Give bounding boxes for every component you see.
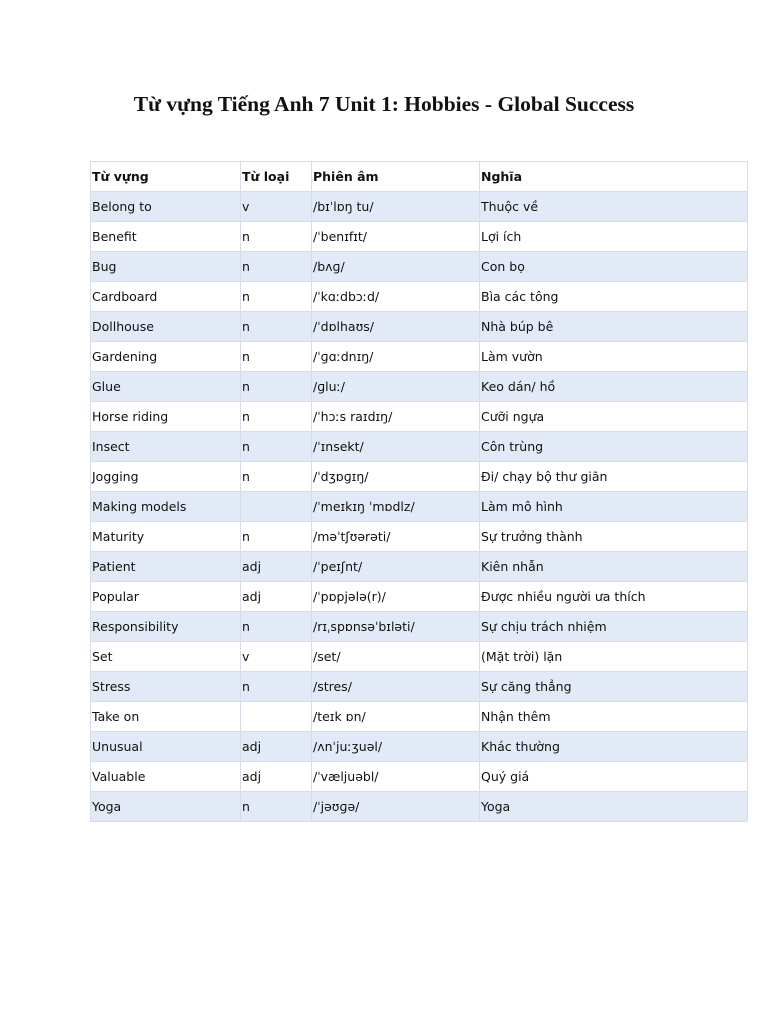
cell-pronunciation: /ˈmeɪkɪŋ ˈmɒdlz/ [312,492,480,522]
cell-word: Responsibility [91,612,241,642]
cell-meaning: Keo dán/ hồ [480,372,748,402]
cell-part-of-speech: n [241,342,312,372]
cell-pronunciation: /ˈpɒpjələ(r)/ [312,582,480,612]
cell-part-of-speech [241,702,312,732]
cell-meaning: Làm mô hình [480,492,748,522]
table-body [91,192,748,822]
cell-part-of-speech: n [241,402,312,432]
cell-part-of-speech [241,492,312,522]
table-row [91,732,748,762]
table-row [91,792,748,822]
cell-word: Jogging [91,462,241,492]
cell-meaning: Sự chịu trách nhiệm [480,612,748,642]
table-row [91,582,748,612]
cell-pronunciation: /set/ [312,642,480,672]
cell-word: Stress [91,672,241,702]
cell-pronunciation: /bɪˈlɒŋ tu/ [312,192,480,222]
cell-part-of-speech: n [241,222,312,252]
cell-part-of-speech: n [241,672,312,702]
table-row [91,402,748,432]
cell-word: Cardboard [91,282,241,312]
table-row [91,432,748,462]
cell-pronunciation: /ˈjəʊɡə/ [312,792,480,822]
cell-meaning: Làm vườn [480,342,748,372]
cell-word: Gardening [91,342,241,372]
cell-meaning: Yoga [480,792,748,822]
cell-pronunciation: /bʌɡ/ [312,252,480,282]
header-tu-vung: Từ vựng [91,162,241,192]
table-row [91,462,748,492]
table-header-row [91,162,748,192]
cell-word: Patient [91,552,241,582]
cell-meaning: Côn trùng [480,432,748,462]
header-tu-loai: Từ loại [241,162,312,192]
cell-meaning: Nhà búp bê [480,312,748,342]
table-row [91,552,748,582]
cell-word: Bug [91,252,241,282]
cell-pronunciation: /ˈdʒɒɡɪŋ/ [312,462,480,492]
table-row [91,312,748,342]
header-nghia: Nghĩa [480,162,748,192]
cell-meaning: Cưỡi ngựa [480,402,748,432]
cell-pronunciation: /rɪˌspɒnsəˈbɪləti/ [312,612,480,642]
cell-word: Making models [91,492,241,522]
cell-word: Glue [91,372,241,402]
vocabulary-table-container [90,161,747,822]
table-row [91,222,748,252]
cell-meaning: Lợi ích [480,222,748,252]
table-row [91,492,748,522]
cell-word: Valuable [91,762,241,792]
cell-part-of-speech: adj [241,762,312,792]
cell-part-of-speech: adj [241,732,312,762]
table-row [91,672,748,702]
cell-meaning: Nhận thêm [480,702,748,732]
cell-part-of-speech: adj [241,582,312,612]
cell-part-of-speech: n [241,792,312,822]
cell-meaning: Khác thường [480,732,748,762]
cell-meaning: Bìa các tông [480,282,748,312]
cell-part-of-speech: v [241,642,312,672]
table-row [91,642,748,672]
cell-part-of-speech: n [241,612,312,642]
table-row [91,372,748,402]
table-row [91,522,748,552]
cell-meaning: Được nhiều người ưa thích [480,582,748,612]
table-row [91,342,748,372]
cell-word: Belong to [91,192,241,222]
cell-pronunciation: /stres/ [312,672,480,702]
cell-part-of-speech: v [241,192,312,222]
cell-part-of-speech: n [241,252,312,282]
cell-pronunciation: /teɪk ɒn/ [312,702,480,732]
cell-pronunciation: /ˈɡɑːdnɪŋ/ [312,342,480,372]
cell-pronunciation: /ɡluː/ [312,372,480,402]
table-row [91,252,748,282]
table-row [91,762,748,792]
page-title: Từ vựng Tiếng Anh 7 Unit 1: Hobbies - Global Success [133,92,635,116]
cell-meaning: Sự trưởng thành [480,522,748,552]
cell-pronunciation: /ˈpeɪʃnt/ [312,552,480,582]
vocabulary-table [90,161,748,822]
cell-pronunciation: /ˈkɑːdbɔːd/ [312,282,480,312]
cell-meaning: Con bọ [480,252,748,282]
cell-pronunciation: /ˈɪnsekt/ [312,432,480,462]
table-row [91,702,748,732]
cell-word: Benefit [91,222,241,252]
cell-pronunciation: /ˈbenɪfɪt/ [312,222,480,252]
header-phien-am: Phiên âm [312,162,480,192]
cell-part-of-speech: n [241,432,312,462]
cell-meaning: (Mặt trời) lặn [480,642,748,672]
cell-pronunciation: /ˈhɔːs raɪdɪŋ/ [312,402,480,432]
cell-word: Maturity [91,522,241,552]
cell-part-of-speech: n [241,372,312,402]
cell-word: Dollhouse [91,312,241,342]
cell-part-of-speech: n [241,522,312,552]
table-row [91,282,748,312]
cell-meaning: Thuộc về [480,192,748,222]
cell-meaning: Sự căng thẳng [480,672,748,702]
table-row [91,192,748,222]
cell-word: Take on [91,702,241,732]
cell-word: Horse riding [91,402,241,432]
cell-part-of-speech: n [241,282,312,312]
cell-part-of-speech: adj [241,552,312,582]
cell-pronunciation: /ˈvæljuəbl/ [312,762,480,792]
cell-word: Set [91,642,241,672]
cell-word: Unusual [91,732,241,762]
cell-pronunciation: /ʌnˈjuːʒuəl/ [312,732,480,762]
table-row [91,612,748,642]
cell-word: Yoga [91,792,241,822]
cell-meaning: Kiên nhẫn [480,552,748,582]
cell-word: Popular [91,582,241,612]
cell-pronunciation: /məˈtʃʊərəti/ [312,522,480,552]
cell-part-of-speech: n [241,462,312,492]
cell-meaning: Quý giá [480,762,748,792]
cell-part-of-speech: n [241,312,312,342]
cell-word: Insect [91,432,241,462]
cell-pronunciation: /ˈdɒlhaʊs/ [312,312,480,342]
cell-meaning: Đi/ chạy bộ thư giãn [480,462,748,492]
